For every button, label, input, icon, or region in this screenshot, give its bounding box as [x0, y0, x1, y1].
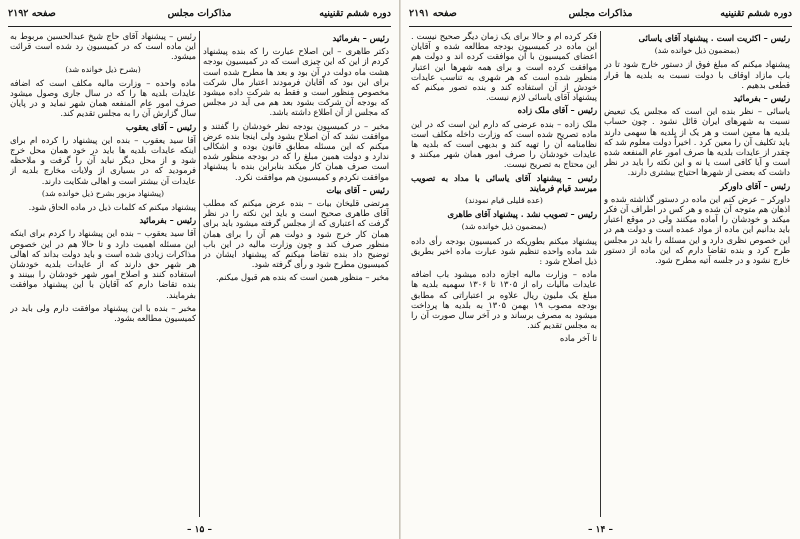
paragraph: فکر کرده ام و حالا برای یک زمان دیگر صحیح نیست . این ماده در کمیسیون بودجه مطالعه شده و آقایان اعضای کمیسیون با آن موافقت کرده اند و دولت هم موافقت کرده است و برای همه شهرها این اعتبار منظور شده است که هر شهری به تناسب عایدات خودش از آن استفاده کند و بنده تصور میکنم که پیشنهاد آقای یاسائی لازم نیست. — [411, 31, 597, 103]
speaker-line: رئیس – آقای یعقوب — [125, 121, 196, 132]
section-title: مذاکرات مجلس — [568, 8, 633, 19]
paragraph: یاسائی – نظر بنده این است که مجلس یک تبعیض نسبت به شهرهای ایران قائل نشود . چون حساب بلدیه ها معین است و هر یک از بلدیه ها سهمی دارند باید تکلیف آن را معین کرد . اخیراً دولت معلوم شد که چقدر از عایدات بلدیه ها صرف امور عام المنفعه شده است و آیا کافی است یا نه و این نکته را باید در نظر داشت که بعضی از شهرها احتیاج بیشتری دارند. — [604, 106, 790, 178]
page-number: صفحه ۲۱۹۲ — [8, 8, 56, 19]
stage-note: (بمضمون ذیل خوانده شد) — [461, 222, 547, 232]
text-column-left — [10, 31, 196, 517]
paragraph: مخبر – در کمیسیون بودجه نظر خودشان را گفتند و موافقت نشد که آن اصلاح بشود ولی اینجا بنده عرض میکنم که این مسئله مطابق قانون بوده و اشکالی ندارد و دولت همین مبلغ را که در بودجه منظور شده است صرف همان کار میکند بنابراین بنده با پیشنهاد موافقت نکردم و کمیسیون هم موافقت نکرد. — [203, 120, 389, 182]
right-page — [401, 0, 800, 539]
paragraph: پیشنهاد میکنم که کلمات ذیل در ماده الحاق شود. — [28, 202, 196, 213]
left-page — [0, 0, 399, 539]
text-column-right — [604, 31, 790, 517]
page-number: صفحه ۲۱۹۱ — [409, 8, 457, 19]
page-folio: – ۱۵ – — [187, 525, 212, 535]
section-title: مذاکرات مجلس — [167, 8, 232, 19]
speaker-line: رئیس – بفرمائید — [733, 93, 790, 104]
paragraph: داورکر – عرض کنم این ماده در دستور گذاشته شده و اذهان هم متوجه آن شده و هر کس در اطراف آن فکر میکند و خودشان را آماده میکنند ولی در موقع اعتبار باید بدانیم این ماده از مواد عمده است و دولت هم در این خصوص نظری دارد و این مسئله را باید در مجلس طرح کرد و بنده تقاضا دارم که این ماده از دستور خارج نشود و در جلسه آتیه مطرح شود. — [604, 193, 790, 266]
paragraph: ماده – وزارت مالیه اجازه داده میشود باب اضافه عایدات مالیات راه از ۱۳۰۵ تا ۱۳۰۶ سهمیه بلدیه ها مبلغ یک ملیون ریال علاوه بر اعتباراتی که مطابق بودجه مصوب ۱۹ بهمن ۱۳۰۵ به بلدیه ها پرداخت میشود به مصرف برساند و در آخر سال صورت آن را به مجلس تقدیم کند. — [411, 269, 597, 331]
paragraph: آقا سید یعقوب – بنده این پیشنهاد را کردم برای اینکه این مسئله اهمیت دارد و تا حالا هم در این خصوص مذاکرات زیادی شده است و باید دولت بداند که اهالی هر شهر حق دارند که از عایدات بلدیه خودشان استفاده کنند و اصلاح امور شهر خودشان را ببینند و بنده تقاضا دارم که آقایان با این پیشنهاد موافقت بفرمایند. — [10, 228, 196, 300]
speaker-line: رئیس – بفرمائید — [332, 33, 389, 43]
page-header — [8, 8, 391, 24]
paragraph: مخبر – بنده با این پیشنهاد موافقت دارم ولی باید در کمیسیون مطالعه بشود. — [10, 302, 196, 324]
paragraph: مخبر – منظور همین است که بنده هم قبول میکنم. — [216, 272, 389, 283]
paragraph: پیشنهاد میکنم بطوریکه در کمیسیون بودجه رأی داده شد ماده واحده تنظیم شود عبارت ماده اخیر بطریق ذیل اصلاح شود : — [411, 235, 597, 267]
text-column-left — [411, 31, 597, 517]
speaker-line: رئیس – بفرمائید — [139, 215, 196, 226]
text-column-right — [203, 31, 389, 517]
paragraph: پیشنهاد میکنم که مبلغ فوق از دستور خارج شود تا در باب مازاد اوقاف با دولت نسبت به بلدیه ها قرار قطعی بدهیم . — [604, 59, 790, 90]
speaker-line: رئیس – تصویب نشد . پیشنهاد آقای طاهری — [447, 209, 597, 220]
column-divider — [600, 31, 601, 517]
paragraph: رئیس – پیشنهاد آقای حاج شیخ عبدالحسین مربوط به این ماده است که در کمیسیون رد شده است قرائت میشود. — [10, 31, 196, 62]
book-title: دوره ششم تقنینیه — [720, 8, 792, 19]
page-header — [409, 8, 792, 24]
column-divider — [199, 31, 200, 517]
stage-note: (عده قلیلی قیام نمودند) — [465, 196, 543, 206]
stage-note: (پیشنهاد مزبور بشرح ذیل خوانده شد) — [41, 188, 165, 198]
paragraph: تا آخر ماده — [559, 333, 597, 344]
header-rule — [409, 26, 792, 27]
paragraph: مرتضی قلیخان بیات – بنده عرض میکنم که مطلب آقای طاهری صحیح است و باید این نکته را در نظر گرفت که اعتباری که از مجلس گرفته میشود باید برای همان کار خرج شود و دولت هم آن را برای همان منظور صرف کند و چون وزارت مالیه در این باب توضیح داد بنده تقاضا میکنم که پیشنهاد ایشان در کمیسیون مطرح شود و رأی گرفته شود. — [203, 198, 389, 270]
speaker-line: رئیس – آقای بیات — [326, 184, 389, 195]
paragraph: آقا سید یعقوب – بنده این پیشنهاد را کرده ام برای اینکه عایدات بلدیه ها باید در خود همان محل خرج شود و از محل دیگر نباید آن را گرفت و ملاحظه فرمودید که در بسیاری از ولایات مخارج بلدیه از عایدات آن بیشتر است و اهالی شکایت دارند. — [10, 134, 196, 186]
speaker-line: رئیس – آقای ملک زاده — [517, 105, 597, 116]
stage-note: (بمضمون ذیل خوانده شد) — [654, 46, 740, 56]
book-title: دوره ششم تقنینیه — [319, 8, 391, 19]
speaker-line: رئیس – اکثریت است . پیشنهاد آقای یاسائی — [638, 33, 790, 43]
stage-note: (بشرح ذیل خوانده شد) — [65, 64, 141, 74]
paragraph: ماده واحده – وزارت مالیه مکلف است که اضافه عایدات بلدیه ها را که در سال جاری وصول میشود صرف امور عام المنفعه همان شهر نماید و در پایان سال گزارش آن را به مجلس تقدیم کند. — [10, 77, 196, 119]
paragraph: ملک زاده – بنده عرضی که دارم این است که در این ماده تصریح شده است که وزارت داخله مکلف است نظامنامه آن را تهیه کند و بدیهی است که بلدیه ها عایدات خودشان را صرف امور همان شهر میکنند و این محتاج به تصریح نیست. — [411, 118, 597, 170]
page-folio: – ۱۴ – — [588, 525, 613, 535]
header-rule — [8, 26, 391, 27]
speaker-line: رئیس – پیشنهاد آقای یاسائی با مداد به تصویب میرسد قیام فرمایند — [411, 172, 597, 193]
speaker-line: رئیس – آقای داورکر — [719, 180, 790, 191]
paragraph: دکتر طاهری – این اصلاح عبارت را که بنده پیشنهاد کردم از این که این چیزی است که در کمیسیون بودجه هشت ماه دولت در آن بود و بعد ها مطرح شده است برای این بود که آقایان فرمودند اعتبار مال شرکت مخصوص منظور است و فقط به شرکت داده میشود که بودجه آن شرکت بشود بعد هم می آید در مجلس که مجلس از آن اطلاع داشته باشد. — [203, 46, 389, 118]
